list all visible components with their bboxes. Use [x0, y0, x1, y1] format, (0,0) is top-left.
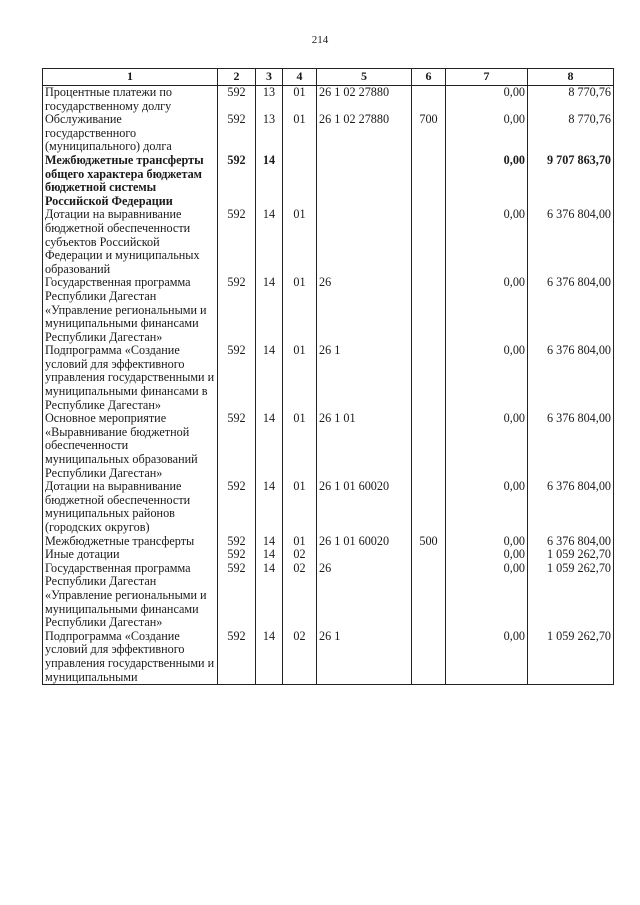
row-name: Основное мероприятие «Выравнивание бюджетной обеспеченности муниципальных образований Республики Дагестан» — [43, 412, 218, 480]
row-amount-b: 6 376 804,00 — [528, 412, 614, 480]
column-header: 1 — [43, 69, 218, 86]
row-amount-a: 0,00 — [446, 630, 528, 685]
table-row — [43, 113, 614, 154]
row-expense-type — [412, 562, 446, 630]
row-expense-type — [412, 154, 446, 208]
table-row — [43, 630, 614, 685]
row-target-article: 26 1 02 27880 — [317, 113, 412, 154]
row-admin-code: 592 — [218, 208, 256, 276]
row-name: Государственная программа Республики Дагестан «Управление региональными и муниципальными финансами Республики Дагестан» — [43, 276, 218, 344]
row-admin-code: 592 — [218, 630, 256, 685]
row-subsection: 01 — [283, 344, 317, 412]
row-amount-a: 0,00 — [446, 86, 528, 114]
row-expense-type — [412, 630, 446, 685]
row-section: 14 — [256, 548, 283, 562]
row-target-article: 26 1 02 27880 — [317, 86, 412, 114]
row-target-article: 26 1 01 60020 — [317, 480, 412, 534]
column-header: 3 — [256, 69, 283, 86]
row-name: Процентные платежи по государственному долгу — [43, 86, 218, 114]
row-target-article: 26 1 01 — [317, 412, 412, 480]
row-expense-type — [412, 344, 446, 412]
column-header: 8 — [528, 69, 614, 86]
table-body — [43, 86, 614, 685]
row-target-article — [317, 548, 412, 562]
row-amount-b: 8 770,76 — [528, 113, 614, 154]
row-amount-a: 0,00 — [446, 276, 528, 344]
row-section: 14 — [256, 276, 283, 344]
row-subsection: 01 — [283, 208, 317, 276]
row-name: Межбюджетные трансферты — [43, 535, 218, 549]
table-header-row — [43, 69, 614, 86]
row-amount-b: 1 059 262,70 — [528, 562, 614, 630]
row-amount-b: 6 376 804,00 — [528, 276, 614, 344]
column-header: 2 — [218, 69, 256, 86]
row-amount-a: 0,00 — [446, 535, 528, 549]
budget-table — [42, 68, 614, 685]
row-section: 14 — [256, 154, 283, 208]
row-target-article: 26 1 — [317, 630, 412, 685]
row-subsection: 02 — [283, 562, 317, 630]
row-amount-a: 0,00 — [446, 344, 528, 412]
row-name: Дотации на выравнивание бюджетной обеспеченности субъектов Российской Федерации и муниципальных образований — [43, 208, 218, 276]
row-expense-type — [412, 412, 446, 480]
row-name: Дотации на выравнивание бюджетной обеспеченности муниципальных районов (городских округов) — [43, 480, 218, 534]
row-amount-b: 6 376 804,00 — [528, 480, 614, 534]
row-name: Государственная программа Республики Дагестан «Управление региональными и муниципальными финансами Республики Дагестан» — [43, 562, 218, 630]
row-section: 13 — [256, 113, 283, 154]
row-target-article: 26 1 — [317, 344, 412, 412]
table-row — [43, 535, 614, 549]
row-section: 14 — [256, 480, 283, 534]
row-amount-a: 0,00 — [446, 113, 528, 154]
table-row — [43, 154, 614, 208]
row-expense-type — [412, 86, 446, 114]
row-admin-code: 592 — [218, 113, 256, 154]
row-amount-b: 8 770,76 — [528, 86, 614, 114]
row-admin-code: 592 — [218, 344, 256, 412]
row-expense-type — [412, 480, 446, 534]
row-section: 14 — [256, 630, 283, 685]
row-section: 14 — [256, 562, 283, 630]
row-section: 13 — [256, 86, 283, 114]
row-amount-b: 1 059 262,70 — [528, 630, 614, 685]
row-target-article — [317, 154, 412, 208]
row-amount-a: 0,00 — [446, 208, 528, 276]
row-expense-type: 700 — [412, 113, 446, 154]
row-target-article: 26 — [317, 562, 412, 630]
row-section: 14 — [256, 208, 283, 276]
row-subsection: 01 — [283, 535, 317, 549]
row-expense-type: 500 — [412, 535, 446, 549]
row-amount-a: 0,00 — [446, 412, 528, 480]
column-header: 4 — [283, 69, 317, 86]
row-amount-b: 6 376 804,00 — [528, 344, 614, 412]
page-number: 214 — [311, 34, 329, 46]
column-header: 6 — [412, 69, 446, 86]
row-name: Обслуживание государственного (муниципального) долга — [43, 113, 218, 154]
row-section: 14 — [256, 344, 283, 412]
row-target-article: 26 — [317, 276, 412, 344]
row-subsection: 01 — [283, 86, 317, 114]
row-subsection: 01 — [283, 276, 317, 344]
row-target-article — [317, 208, 412, 276]
row-subsection: 02 — [283, 630, 317, 685]
row-admin-code: 592 — [218, 548, 256, 562]
row-subsection: 02 — [283, 548, 317, 562]
table-row — [43, 344, 614, 412]
row-admin-code: 592 — [218, 86, 256, 114]
row-admin-code: 592 — [218, 480, 256, 534]
row-amount-b: 9 707 863,70 — [528, 154, 614, 208]
row-amount-b: 6 376 804,00 — [528, 208, 614, 276]
column-header: 5 — [317, 69, 412, 86]
row-amount-b: 1 059 262,70 — [528, 548, 614, 562]
row-amount-a: 0,00 — [446, 548, 528, 562]
table-row — [43, 412, 614, 480]
row-name: Иные дотации — [43, 548, 218, 562]
row-admin-code: 592 — [218, 535, 256, 549]
row-amount-b: 6 376 804,00 — [528, 535, 614, 549]
row-name: Подпрограмма «Создание условий для эффективного управления государственными и муниципальными финансами в Республике Дагестан» — [43, 344, 218, 412]
table-row — [43, 208, 614, 276]
table-row — [43, 86, 614, 114]
table-row — [43, 562, 614, 630]
row-admin-code: 592 — [218, 562, 256, 630]
row-expense-type — [412, 276, 446, 344]
row-name: Подпрограмма «Создание условий для эффективного управления государственными и муниципальными — [43, 630, 218, 685]
row-target-article: 26 1 01 60020 — [317, 535, 412, 549]
column-header: 7 — [446, 69, 528, 86]
row-amount-a: 0,00 — [446, 562, 528, 630]
row-subsection: 01 — [283, 113, 317, 154]
row-section: 14 — [256, 412, 283, 480]
row-section: 14 — [256, 535, 283, 549]
row-amount-a: 0,00 — [446, 480, 528, 534]
row-admin-code: 592 — [218, 412, 256, 480]
row-admin-code: 592 — [218, 154, 256, 208]
row-subsection — [283, 154, 317, 208]
table-row — [43, 548, 614, 562]
row-subsection: 01 — [283, 480, 317, 534]
table-row — [43, 480, 614, 534]
row-admin-code: 592 — [218, 276, 256, 344]
row-expense-type — [412, 548, 446, 562]
row-subsection: 01 — [283, 412, 317, 480]
table-row — [43, 276, 614, 344]
row-name: Межбюджетные трансферты общего характера бюджетам бюджетной системы Российской Федерации — [43, 154, 218, 208]
row-expense-type — [412, 208, 446, 276]
row-amount-a: 0,00 — [446, 154, 528, 208]
